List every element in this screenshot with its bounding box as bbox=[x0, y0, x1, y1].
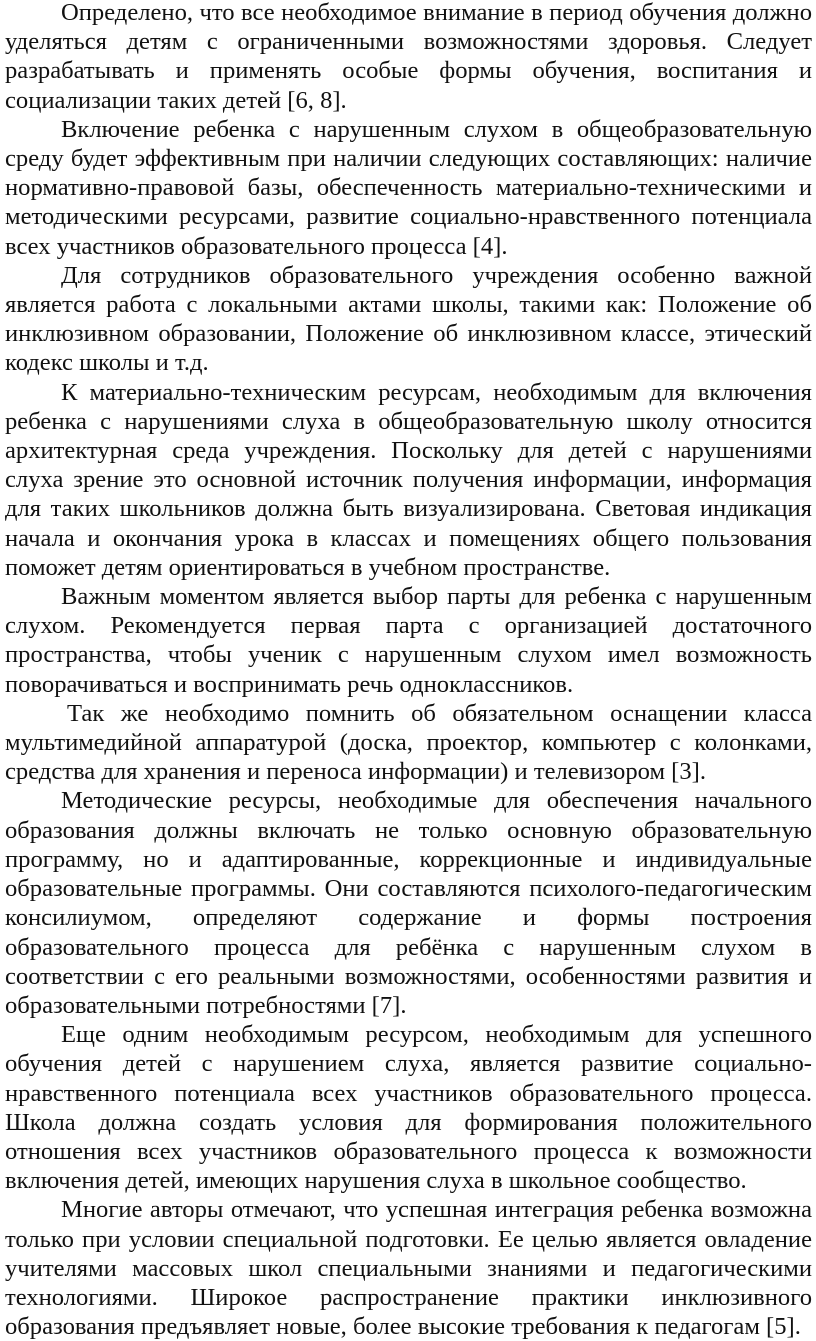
paragraph-7: Методические ресурсы, необходимые для обеспечения начального образования должны включать не только основную образовательную программу, но и адаптированные, коррекционные и индивидуальные образовательные программы. Они составляются психолого-педагогическим консилиумом, определяют содержание и формы построения образовательного процесса для ребёнка с нарушенным слухом в соответствии с его реальными возможностями, особенностями развития и образовательными потребностями [7]. bbox=[5, 787, 812, 1019]
paragraph-6: Так же необходимо помнить об обязательном оснащении класса мультимедийной аппаратурой (доска, проектор, компьютер с колонками, средства для хранения и переноса информации) и телевизором [3]. bbox=[5, 699, 812, 786]
paragraph-3: Для сотрудников образовательного учреждения особенно важной является работа с локальными актами школы, такими как: Положение об инклюзивном образовании, Положение об инклюзивном классе, этический кодекс школы и т.д. bbox=[5, 261, 812, 377]
paragraph-2: Включение ребенка с нарушенным слухом в общеобразовательную среду будет эффективным при наличии следующих составляющих: наличие нормативно-правовой базы, обеспеченность материально-техническими и методическими ресурсами, развитие социально-нравственного потенциала всех участников образовательного процесса [4]. bbox=[5, 115, 812, 260]
paragraph-8: Еще одним необходимым ресурсом, необходимым для успешного обучения детей с нарушением слуха, является развитие социально-нравственного потенциала всех участников образовательного процесса. Школа должна создать условия для формирования положительного отношения всех участников образовательного процесса к возможности включения детей, имеющих нарушения слуха в школьное сообщество. bbox=[5, 1021, 812, 1195]
paragraph-9: Многие авторы отмечают, что успешная интеграция ребенка возможна только при условии специальной подготовки. Ее целью является овладение учителями массовых школ специальными знаниями и педагогическими технологиями. Широкое распространение практики инклюзивного образования предъявляет новые, более высокие требования к педагогам [5]. bbox=[5, 1196, 812, 1341]
document-body bbox=[5, 0, 812, 1341]
paragraph-5: Важным моментом является выбор парты для ребенка с нарушенным слухом. Рекомендуется первая парта с организацией достаточного пространства, чтобы ученик с нарушенным слухом имел возможность поворачиваться и воспринимать речь одноклассников. bbox=[5, 583, 812, 698]
paragraph-4: К материально-техническим ресурсам, необходимым для включения ребенка с нарушениями слуха в общеобразовательную школу относится архитектурная среда учреждения. Поскольку для детей с нарушениями слуха зрение это основной источник получения информации, информация для таких школьников должна быть визуализирована. Световая индикация начала и окончания урока в классах и помещениях общего пользования поможет детям ориентироваться в учебном пространстве. bbox=[5, 378, 812, 581]
paragraph-1: Определено, что все необходимое внимание в период обучения должно уделяться детям с ограниченными возможностями здоровья. Следует разрабатывать и применять особые формы обучения, воспитания и социализации таких детей [6, 8]. bbox=[5, 0, 812, 114]
